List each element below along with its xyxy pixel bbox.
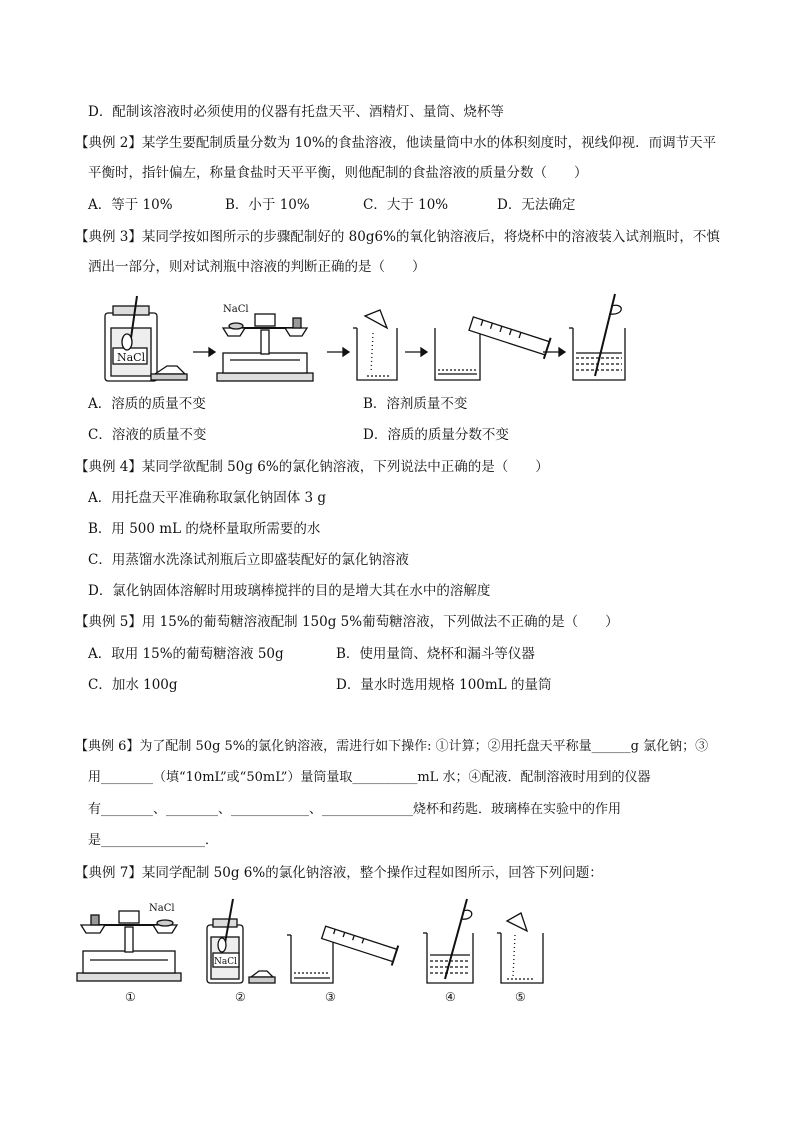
bottle-label: NaCl — [214, 957, 238, 967]
q5-option-a: A．取用 15%的葡萄糖溶液 50g — [88, 646, 284, 662]
q4-option-d: D．氯化钠固体溶解时用玻璃棒搅拌的目的是增大其在水中的溶解度 — [88, 583, 491, 599]
q5-option-d: D．量水时选用规格 100mL 的量筒 — [336, 677, 552, 693]
balance-icon — [217, 314, 313, 381]
q6-stem-line3: 有________、________、____________、______________烧杯和药匙．玻璃棒在实验中的作用 — [88, 802, 622, 817]
beaker-with-cylinder-icon — [287, 922, 398, 983]
figure-solution-preparation-steps — [95, 288, 640, 388]
balance-label: NaCl — [223, 304, 249, 315]
beaker-with-rod-icon — [423, 899, 473, 983]
q2-option-d: D．无法确定 — [497, 197, 576, 213]
bottle-label: NaCl — [117, 351, 146, 364]
balance-icon — [77, 911, 181, 981]
q2-stem-line1: 【典例 2】某学生要配制质量分数为 10%的食盐溶液，他读量筒中水的体积刻度时，视线仰视．而调节天平 — [75, 135, 717, 151]
figure-operation-steps — [75, 895, 555, 1005]
q3-stem-line1: 【典例 3】某同学按如图所示的步骤配制好的 80g6%的氧化钠溶液后，将烧杯中的溶液装入试剂瓶时，不慎 — [75, 229, 720, 245]
balance-label: NaCl — [149, 903, 175, 914]
beaker-with-paper-icon — [353, 310, 397, 380]
beaker-with-paper-icon — [497, 913, 543, 983]
q6-stem-line4: 是________________． — [88, 833, 219, 848]
reagent-bottle-icon — [105, 296, 157, 381]
q4-option-a: A．用托盘天平准确称取氯化钠固体 3 g — [88, 490, 327, 506]
q3-option-d: D．溶质的质量分数不变 — [363, 427, 509, 443]
q6-stem-line2: 用________（填“10mL”或“50mL”）量筒量取__________mL 水；④配液．配制溶液时用到的仪器 — [88, 770, 651, 785]
q1-option-d: D．配制该溶液时必须使用的仪器有托盘天平、酒精灯、量筒、烧杯等 — [88, 104, 504, 120]
q3-option-c: C．溶液的质量不变 — [88, 427, 207, 443]
q7-stem: 【典例 7】某同学配制 50g 6%的氯化钠溶液，整个操作过程如图所示，回答下列问题： — [75, 865, 603, 881]
q4-option-b: B．用 500 mL 的烧杯量取所需要的水 — [88, 521, 321, 537]
q4-option-c: C．用蒸馏水洗涤试剂瓶后立即盛装配好的氯化钠溶液 — [88, 552, 409, 568]
q3-stem-line2: 洒出一部分，则对试剂瓶中溶液的判断正确的是（ ） — [88, 259, 426, 275]
q5-stem: 【典例 5】用 15%的葡萄糖溶液配制 150g 5%葡萄糖溶液，下列做法不正确的是（ ） — [75, 614, 619, 630]
q4-stem: 【典例 4】某同学欲配制 50g 6%的氯化钠溶液，下列说法中正确的是（ ） — [75, 459, 549, 475]
beaker-with-rod-icon — [569, 294, 625, 380]
step-label-2: ② — [235, 990, 246, 1004]
beaker-with-cylinder-icon — [435, 313, 551, 380]
step-label-4: ④ — [445, 990, 456, 1004]
q5-option-c: C．加水 100g — [88, 677, 178, 693]
q2-option-a: A．等于 10% — [88, 197, 173, 213]
step-label-5: ⑤ — [515, 990, 526, 1004]
q2-option-c: C．大于 10% — [363, 197, 449, 213]
step-label-1: ① — [125, 990, 136, 1004]
q6-stem-line1: 【典例 6】为了配制 50g 5%的氯化钠溶液，需进行如下操作: ①计算；②用托盘天平称量______g 氯化钠；③ — [75, 739, 709, 754]
q2-stem-line2: 平衡时，指针偏左，称量食盐时天平平衡，则他配制的食盐溶液的质量分数（ ） — [88, 165, 588, 181]
q2-option-b: B．小于 10% — [225, 197, 310, 213]
step-label-3: ③ — [325, 990, 336, 1004]
q3-option-b: B．溶剂质量不变 — [363, 396, 468, 412]
q3-option-a: A．溶质的质量不变 — [88, 396, 206, 412]
reagent-bottle-icon — [207, 899, 275, 983]
q5-option-b: B．使用量筒、烧杯和漏斗等仪器 — [336, 646, 535, 662]
